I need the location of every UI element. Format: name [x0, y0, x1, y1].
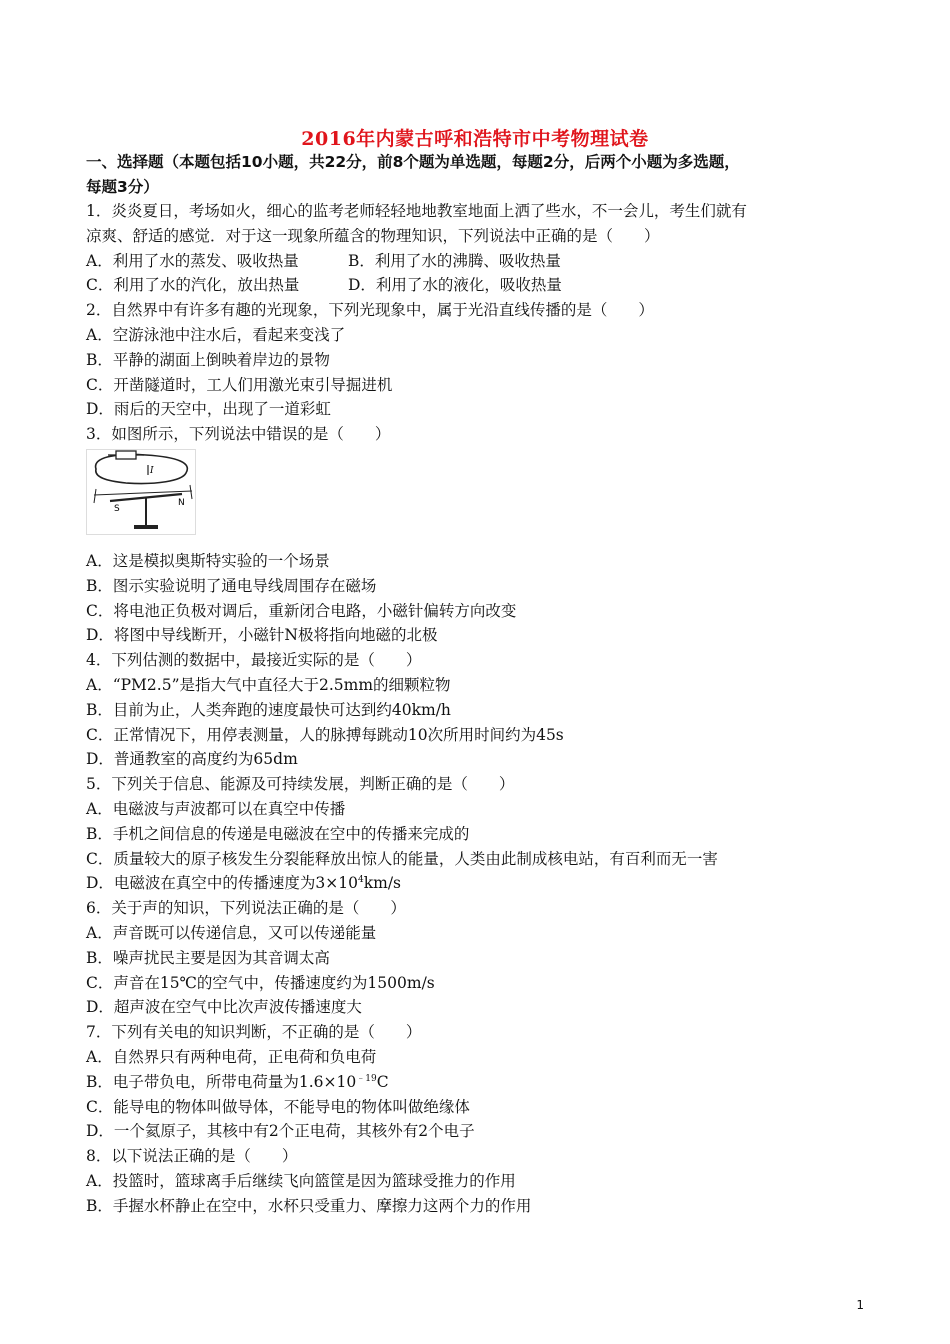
- q1-options-row1: [86, 249, 876, 274]
- q7-option-d: D．一个氦原子，其核中有2个正电荷，其核外有2个电子: [86, 1122, 475, 1141]
- q6-option-a: A．声音既可以传递信息，又可以传递能量: [86, 923, 377, 942]
- q4-option-a: A．“PM2.5”是指大气中直径大于2.5mm的细颗粒物: [86, 675, 451, 694]
- section-heading: 一、选择题（本题包括10小题，共22分，前8个题为单选题，每题2分，后两个小题为多选题，: [86, 153, 740, 171]
- q6-option-d: D．超声波在空气中比次声波传播速度大: [86, 998, 362, 1017]
- q5-option-c: C．质量较大的原子核发生分裂能释放出惊人的能量，人类由此制成核电站，有百利而无一害: [86, 849, 718, 868]
- q3-option-c: C．将电池正负极对调后，重新闭合电路，小磁针偏转方向改变: [86, 601, 517, 620]
- oersted-experiment-figure: [86, 449, 196, 535]
- q8-option-a: A．投篮时，篮球离手后继续飞向篮筐是因为篮球受推力的作用: [86, 1171, 516, 1190]
- q8-stem: 8．以下说法正确的是（ ）: [86, 1147, 298, 1166]
- q5-option-d-unit: km/s: [363, 874, 402, 893]
- q7-stem: 7．下列有关电的知识判断，不正确的是（ ）: [86, 1023, 422, 1042]
- north-pole-label: N: [178, 497, 185, 508]
- q3-option-a: A．这是模拟奥斯特实验的一个场景: [86, 551, 330, 570]
- q6-stem: 6．关于声的知识，下列说法正确的是（ ）: [86, 899, 406, 918]
- q6-option-b: B．噪声扰民主要是因为其音调太高: [86, 948, 330, 967]
- q3-option-b: B．图示实验说明了通电导线周围存在磁场: [86, 576, 377, 595]
- q7-option-b-unit: C: [376, 1072, 389, 1091]
- q1-option-a: A．利用了水的蒸发、吸收热量: [86, 251, 299, 270]
- q8-option-b: B．手握水杯静止在空中，水杯只受重力、摩擦力这两个力的作用: [86, 1196, 532, 1215]
- q2-option-c: C．开凿隧道时，工人们用激光束引导掘进机: [86, 375, 393, 394]
- q5-option-a: A．电磁波与声波都可以在真空中传播: [86, 799, 346, 818]
- q1-stem: 1．炎炎夏日，考场如火，细心的监考老师轻轻地地教室地面上洒了些水，不一会儿，考生们就有: [86, 202, 747, 220]
- q2-option-a: A．空游泳池中注水后，看起来变浅了: [86, 325, 346, 344]
- q2-option-b: B．平静的湖面上倒映着岸边的景物: [86, 350, 330, 369]
- q5-stem: 5．下列关于信息、能源及可持续发展，判断正确的是（ ）: [86, 775, 515, 794]
- q7-option-b: [86, 1070, 876, 1095]
- q1-option-b: B．利用了水的沸腾、吸收热量: [348, 251, 561, 270]
- q4-stem: 4．下列估测的数据中，最接近实际的是（ ）: [86, 651, 422, 670]
- south-pole-label: S: [114, 503, 120, 514]
- q7-option-b-exponent: ﹣19: [356, 1073, 377, 1084]
- q5-option-d-text: D．电磁波在真空中的传播速度为3×10: [86, 874, 359, 893]
- q2-stem: 2．自然界中有许多有趣的光现象，下列光现象中，属于光沿直线传播的是（ ）: [86, 301, 654, 320]
- q5-option-d-exponent: 4: [358, 875, 364, 886]
- q1-stem-cont: 凉爽、舒适的感觉．对于这一现象所蕴含的物理知识，下列说法中正确的是（ ）: [86, 226, 660, 245]
- q1-options-row2: [86, 273, 876, 298]
- q5-option-b: B．手机之间信息的传递是电磁波在空中的传播来完成的: [86, 824, 470, 843]
- q3-stem: 3．如图所示，下列说法中错误的是（ ）: [86, 425, 391, 444]
- q4-option-b: B．目前为止，人类奔跑的速度最快可达到约40km/h: [86, 700, 451, 719]
- q2-option-d: D．雨后的天空中，出现了一道彩虹: [86, 400, 331, 419]
- q1-option-d: D．利用了水的液化，吸收热量: [348, 276, 562, 295]
- current-label: I: [150, 465, 154, 476]
- q4-option-d: D．普通教室的高度约为65dm: [86, 750, 298, 769]
- page-title: 2016年内蒙古呼和浩特市中考物理试卷: [301, 128, 649, 150]
- page-number: 1: [856, 1298, 864, 1312]
- q6-option-c: C．声音在15℃的空气中，传播速度约为1500m/s: [86, 973, 435, 992]
- q5-option-d: [86, 871, 876, 896]
- q7-option-c: C．能导电的物体叫做导体，不能导电的物体叫做绝缘体: [86, 1097, 470, 1116]
- section-heading-cont: 每题3分）: [86, 177, 159, 196]
- q1-option-c: C．利用了水的汽化，放出热量: [86, 276, 300, 295]
- q7-option-b-text: B．电子带负电，所带电荷量为1.6×10: [86, 1072, 357, 1091]
- q3-option-d: D．将图中导线断开，小磁针N极将指向地磁的北极: [86, 626, 438, 645]
- exam-content: [86, 150, 876, 1218]
- q4-option-c: C．正常情况下，用停表测量，人的脉搏每跳动10次所用时间约为45s: [86, 725, 564, 744]
- q7-option-a: A．自然界只有两种电荷，正电荷和负电荷: [86, 1047, 377, 1066]
